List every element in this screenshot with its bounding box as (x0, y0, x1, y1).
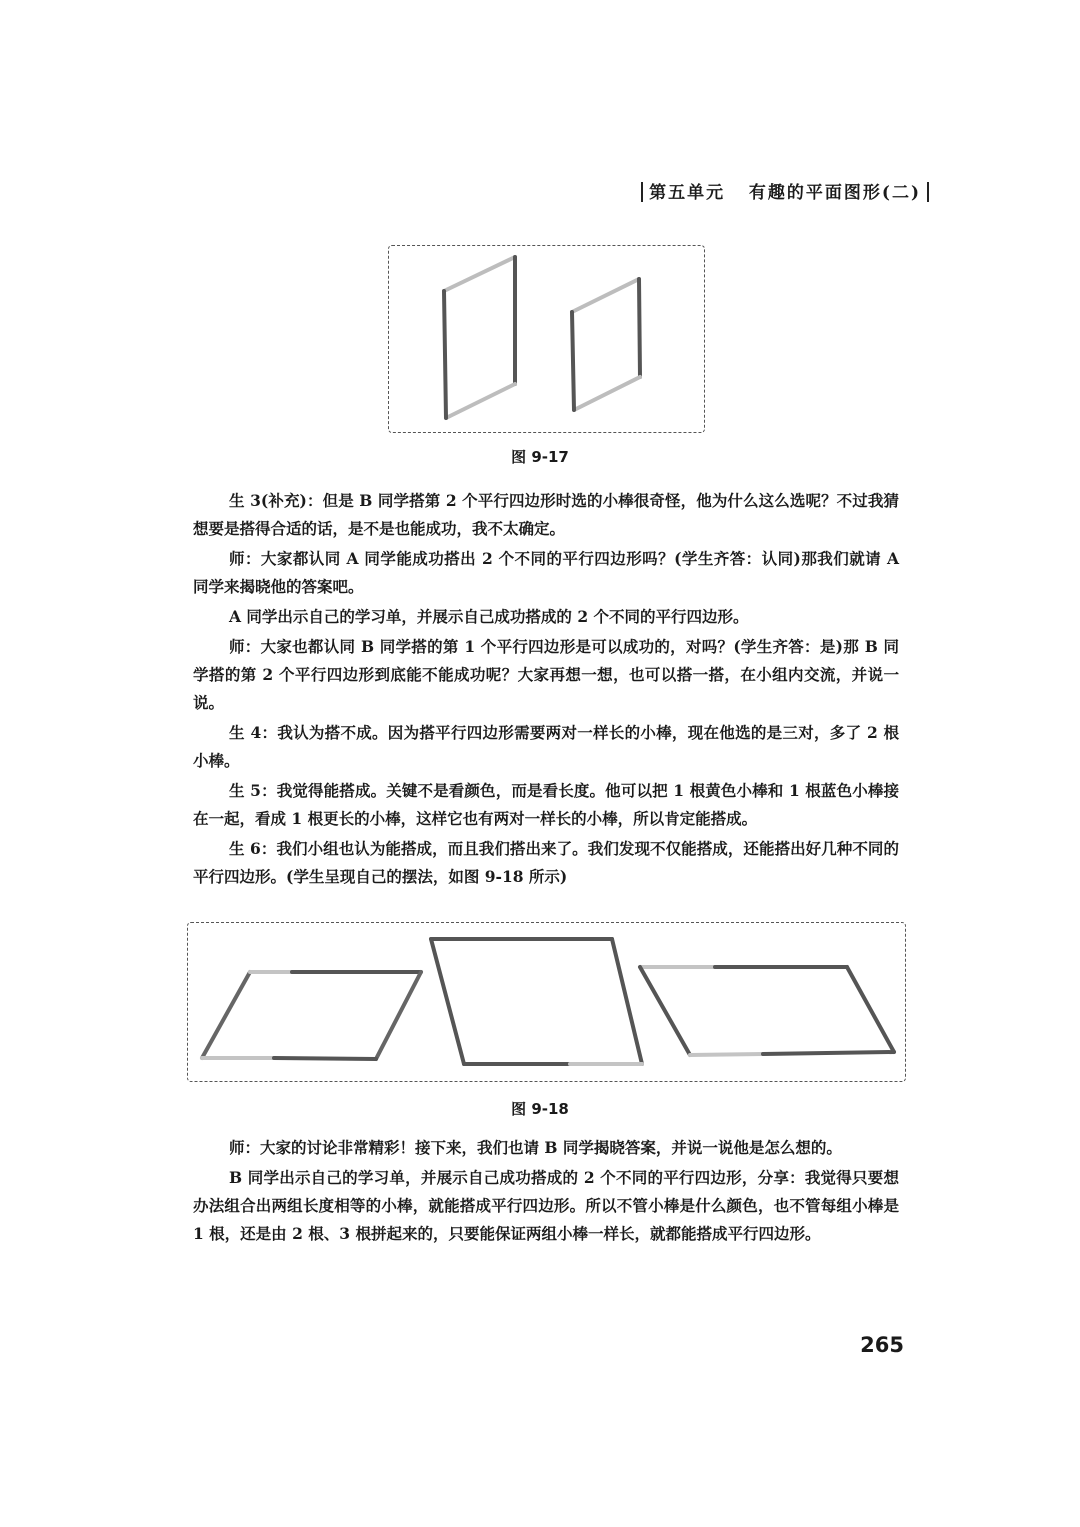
stick (612, 939, 642, 1064)
stick (444, 291, 446, 418)
stick (444, 257, 515, 291)
stick (574, 377, 640, 410)
paragraph: 生 4：我认为搭不成。因为搭平行四边形需要两对一样长的小棒，现在他选的是三对，多了 2 根小棒。 (193, 723, 899, 770)
figure-9-18 (187, 922, 906, 1082)
paragraph: B 同学出示自己的学习单，并展示自己成功搭成的 2 个不同的平行四边形，分享：我觉得只要想办法组合出两组长度相等的小棒，就能搭成平行四边形。所以不管小棒是什么颜色，也不管每组小棒是 1 根，还是由 2 根、3 根拼起来的，只要能保证两组小棒一样长，就都能搭成平行四边形。 (193, 1168, 899, 1243)
figure-9-17-drawing (389, 246, 706, 434)
stick (274, 1058, 376, 1059)
page-number: 265 (860, 1333, 904, 1357)
paragraph: 师：大家的讨论非常精彩！接下来，我们也请 B 同学揭晓答案，并说一说他是怎么想的。 (229, 1138, 842, 1157)
running-header (635, 178, 935, 203)
header-bar-right (927, 182, 929, 202)
stick (640, 967, 690, 1055)
text-block-bottom (193, 1134, 899, 1250)
paragraph: 师：大家也都认同 B 同学搭的第 1 个平行四边形是可以成功的，对吗？(学生齐答：是)那 B 同学搭的第 2 个平行四边形到底能不能成功呢？大家再想一想，也可以搭一搭，在小组内交流，并说一说。 (193, 637, 899, 712)
stick (572, 279, 639, 312)
header-bar-left (641, 182, 643, 202)
stick (639, 279, 640, 377)
paragraph: 师：大家都认同 A 同学能成功搭出 2 个不同的平行四边形吗？(学生齐答：认同)那我们就请 A 同学来揭晓他的答案吧。 (193, 549, 899, 596)
figure-9-18-drawing (188, 923, 907, 1083)
stick (690, 1054, 763, 1055)
stick (572, 312, 574, 410)
paragraph: 生 5：我觉得能搭成。关键不是看颜色，而是看长度。他可以把 1 根黄色小棒和 1 根蓝色小棒接在一起，看成 1 根更长的小棒，这样它也有两对一样长的小棒，所以肯定能搭成。 (193, 781, 899, 828)
stick (376, 972, 421, 1059)
text-block-top (193, 487, 899, 893)
header-title: 有趣的平面图形(二) (748, 183, 921, 203)
paragraph: A 同学出示自己的学习单，并展示自己成功搭成的 2 个不同的平行四边形。 (229, 607, 749, 626)
figure-9-17 (388, 245, 705, 433)
stick (847, 967, 894, 1052)
figure-9-17-caption: 图 9-17 (511, 448, 569, 466)
stick (446, 384, 515, 418)
paragraph: 生 3(补充)：但是 B 同学搭第 2 个平行四边形时选的小棒很奇怪，他为什么这么选呢？不过我猜想要是搭得合适的话，是不是也能成功，我不太确定。 (193, 491, 899, 538)
figure-9-18-caption: 图 9-18 (511, 1100, 569, 1118)
header-unit: 第五单元 (649, 183, 726, 203)
stick (763, 1052, 894, 1054)
stick (202, 972, 250, 1058)
paragraph: 生 6：我们小组也认为能搭成，而且我们搭出来了。我们发现不仅能搭成，还能搭出好几种不同的平行四边形。(学生呈现自己的摆法，如图 9-18 所示) (193, 839, 899, 886)
stick (431, 939, 464, 1064)
